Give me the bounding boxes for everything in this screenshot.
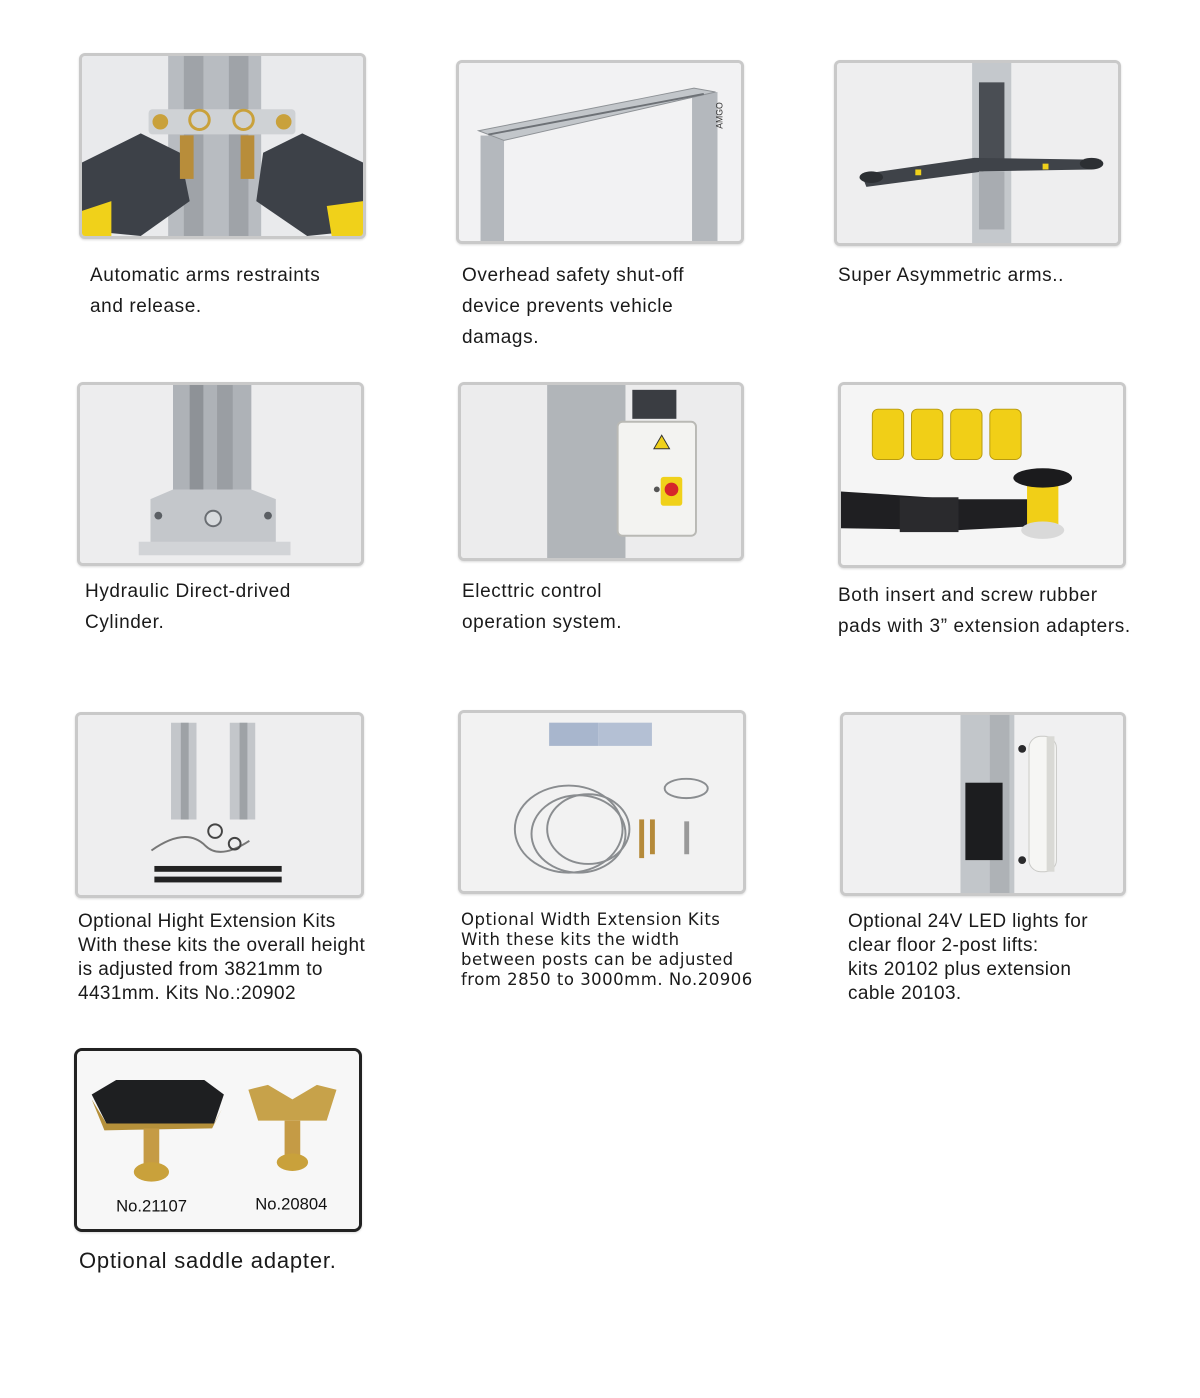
caption-width-extension: Optional Width Extension Kits With these kits the width between posts can be adjusted from 2850 to 3000mm. No.20906 [461,910,753,989]
feature-image-rubber-pads [838,382,1126,568]
caption-led-lights: Optional 24V LED lights for clear floor 2-post lifts: kits 20102 plus extension cable 20103. [848,911,1088,1004]
caption-asymmetric-arms: Super Asymmetric arms.. [838,265,1065,286]
feature-image-electric-control [458,382,744,561]
feature-image-asymmetric-arms [834,60,1121,246]
saddle-adapter-illustration [77,1051,359,1229]
caption-hydraulic-cylinder: Hydraulic Direct-drived Cylinder. [85,581,291,633]
feature-image-arm-restraints [79,53,366,239]
rubber-pads-illustration [841,385,1123,565]
height-extension-illustration [78,715,361,895]
overhead-logo: AMGO [714,102,725,129]
caption-electric-control: Electtric control operation system. [462,581,623,633]
saddle-label-21107: No.21107 [116,1196,188,1216]
caption-rubber-pads: Both insert and screw rubber pads with 3” extension adapters. [838,585,1131,637]
led-lights-illustration [843,715,1123,893]
feature-image-saddle-adapter [74,1048,362,1232]
feature-image-overhead-safety [456,60,744,244]
feature-image-width-extension [458,710,746,894]
feature-image-height-extension [75,712,364,898]
overhead-safety-illustration [459,63,741,241]
caption-overhead-safety: Overhead safety shut-off device prevents vehicle damags. [462,265,685,348]
width-extension-illustration [461,713,743,891]
asymmetric-arms-illustration [837,63,1118,243]
saddle-label-20804: No.20804 [255,1194,328,1214]
hydraulic-cylinder-illustration [80,385,361,563]
arm-restraints-illustration [82,56,363,236]
feature-image-led-lights [840,712,1126,896]
caption-height-extension: Optional Hight Extension Kits With these kits the overall height is adjusted from 3821mm to 4431mm. Kits No.:20902 [78,911,366,1004]
electric-control-illustration [461,385,741,558]
feature-image-hydraulic-cylinder [77,382,364,566]
caption-arm-restraints: Automatic arms restraints and release. [90,265,321,317]
caption-saddle-adapter: Optional saddle adapter. [79,1248,337,1273]
